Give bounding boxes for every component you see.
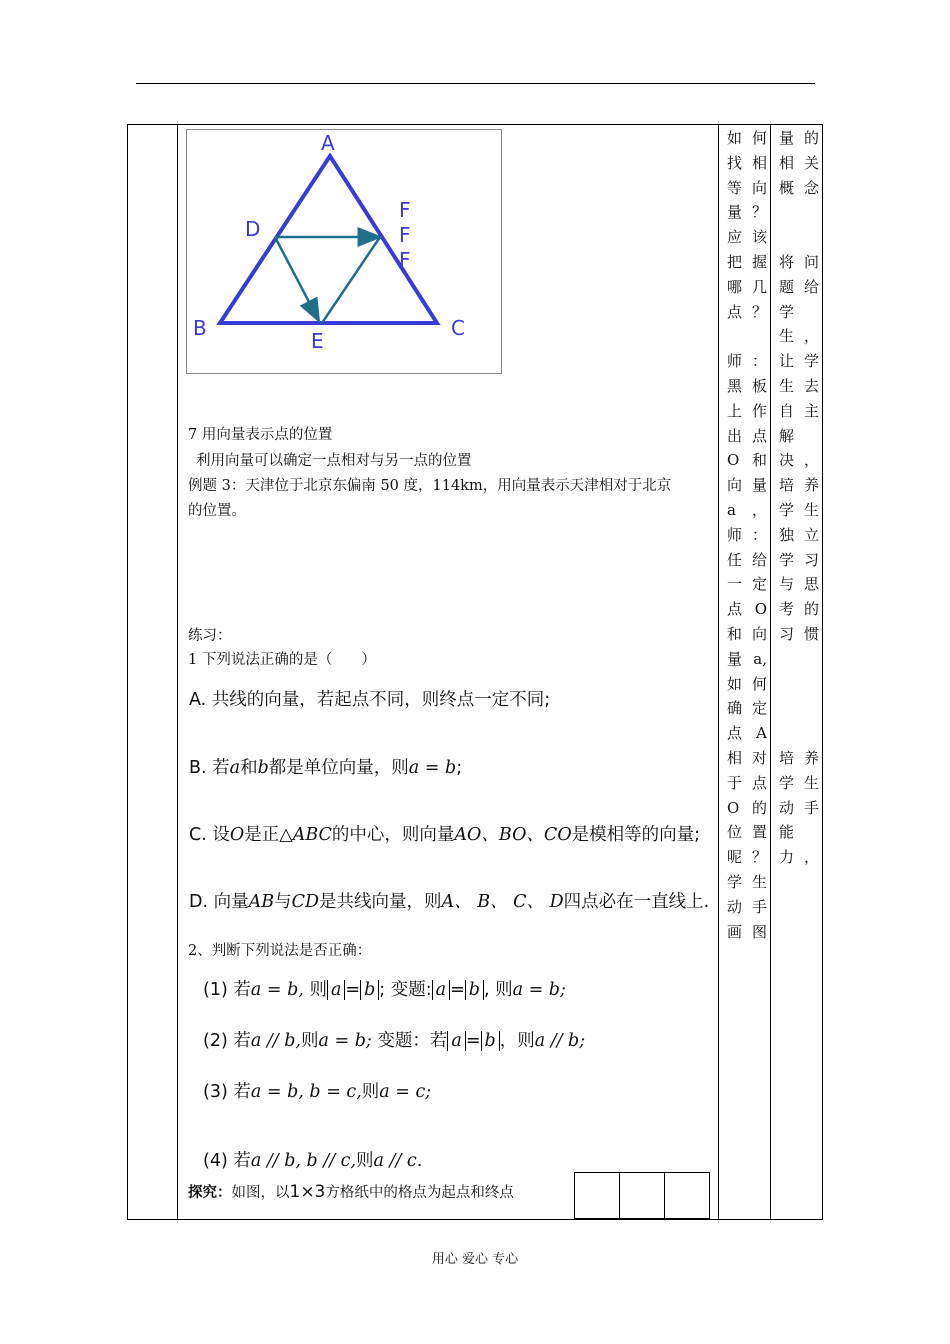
col4-line: 独立 <box>779 525 819 544</box>
col4-line <box>779 696 819 721</box>
col3-line: 找相 <box>727 153 767 172</box>
col3-line: 向量 <box>727 476 767 495</box>
col3-line: 哪几 <box>727 277 767 296</box>
judge-1: (1) 若a = b, 则 a = b ; 变题: a = b , 则a = b; <box>203 980 566 1000</box>
col3-line: 确定 <box>727 699 767 718</box>
col3-line: 量？ <box>727 203 767 222</box>
col3-line: 点 O <box>727 600 767 619</box>
col3-line: 呢？ <box>727 848 767 867</box>
col4-line: 学生 <box>779 500 819 519</box>
col3-line: 师： <box>727 352 767 371</box>
col4-line: 学习 <box>779 550 819 569</box>
col4-line: 培养 <box>779 476 819 495</box>
page-footer: 用心 爱心 专心 <box>431 1252 519 1267</box>
col4-line: 决， <box>779 451 819 470</box>
col4-line: 概念 <box>779 178 819 197</box>
col3-line: 等向 <box>727 178 767 197</box>
col3-line: 如何 <box>727 129 767 147</box>
explore-line: 探究：如图，以1×3方格纸中的格点为起点和终点 <box>188 1182 514 1202</box>
col4-line: 相关 <box>779 153 819 172</box>
col4-line: 量的 <box>779 129 819 147</box>
grid-1x3 <box>574 1172 710 1219</box>
label-f-3: F <box>399 248 411 272</box>
column-divider-3 <box>770 124 771 1220</box>
example-3-line-1: 例题 3：天津位于北京东偏南 50 度，114km，用向量表示天津相对于北京 <box>188 478 672 494</box>
col3-line: 上作 <box>727 401 767 420</box>
col4-line: 解 <box>779 426 795 445</box>
col3-line: 学生 <box>727 872 767 891</box>
label-b: B <box>193 316 207 340</box>
col4-line: 与思 <box>779 575 819 594</box>
label-d: D <box>245 217 261 241</box>
col3-line: 量 a, <box>727 649 767 668</box>
col3-line: 把握 <box>727 252 767 271</box>
judge-4: (4) 若a // b, b // c,则a // c. <box>203 1151 423 1171</box>
col3-line <box>727 324 767 349</box>
explore-grid-size: 1×3 <box>289 1182 326 1202</box>
col3-line: 点 A <box>727 724 767 743</box>
triangle-figure <box>186 129 502 374</box>
col3-line: 动手 <box>727 897 767 916</box>
col3-line: 相对 <box>727 748 767 767</box>
judge-3: (3) 若a = b, b = c,则a = c; <box>203 1082 432 1102</box>
section-7-desc: 利用向量可以确定一点相对与另一点的位置 <box>196 453 472 469</box>
design-intent-column <box>779 126 819 870</box>
col4-line: 学生 <box>779 773 819 792</box>
column-divider-1 <box>177 124 178 1220</box>
col4-line: 考的 <box>779 600 819 619</box>
option-c: C. 设O是正△ABC的中心，则向量AO、BO、CO是模相等的向量; <box>189 825 701 845</box>
question-2: 2、判断下列说法是否正确： <box>188 943 372 959</box>
col3-line: 位置 <box>727 823 767 842</box>
option-b: B. 若a和b都是单位向量，则a = b; <box>189 758 463 778</box>
col3-line: 一定 <box>727 575 767 594</box>
col3-line: a， <box>727 500 767 519</box>
label-f-1: F <box>399 198 411 222</box>
col3-line: 出点 <box>727 426 767 445</box>
col4-line: 力， <box>779 848 819 867</box>
header-rule <box>136 83 815 84</box>
col3-line: 师： <box>727 525 767 544</box>
label-f-2: F <box>399 223 411 247</box>
section-7-title: 7 用向量表示点的位置 <box>188 427 333 443</box>
col4-line <box>779 647 819 672</box>
col3-line: 画图 <box>727 922 767 941</box>
col3-line: 应该 <box>727 228 767 247</box>
col3-line: 于点 <box>727 773 767 792</box>
col4-line: 习惯 <box>779 624 819 643</box>
judge-2: (2) 若a // b,则a = b; 变题：若 a = b ，则a // b; <box>203 1031 586 1051</box>
col3-line: O 和 <box>727 451 767 470</box>
label-a: A <box>321 131 335 155</box>
col4-line <box>779 672 819 697</box>
col4-line: 学 <box>779 302 795 321</box>
col3-line: 点？ <box>727 302 767 321</box>
col3-line: 任给 <box>727 550 767 569</box>
explore-label: 探究： <box>188 1184 232 1201</box>
label-e: E <box>311 329 324 353</box>
col3-line: 如何 <box>727 674 767 693</box>
col3-line: 和向 <box>727 624 767 643</box>
col4-line: 将问 <box>779 252 819 271</box>
segment-fe <box>322 237 380 323</box>
col4-line: 题给 <box>779 277 819 296</box>
option-d: D. 向量AB与CD是共线向量，则A、 B、 C、 D四点必在一直线上. <box>189 892 710 912</box>
col4-line: 动手 <box>779 798 819 817</box>
practice-label: 练习： <box>188 628 232 644</box>
col4-line <box>779 225 819 250</box>
col3-line: 黑板 <box>727 376 767 395</box>
col4-line: 让学 <box>779 352 819 371</box>
option-a: A. 共线的向量，若起点不同，则终点一定不同; <box>189 690 551 710</box>
col4-line <box>779 721 819 746</box>
question-1: 1 下列说法正确的是（ ） <box>188 652 376 668</box>
col4-line: 培养 <box>779 748 819 767</box>
col4-line: 生去 <box>779 376 819 395</box>
col3-line: O 的 <box>727 798 767 817</box>
label-c: C <box>451 316 465 340</box>
col4-line <box>779 200 819 225</box>
teacher-activity-column <box>727 126 767 944</box>
example-3-line-2: 的位置。 <box>188 503 246 519</box>
col4-line: 能 <box>779 823 795 842</box>
col4-line: 生， <box>779 327 819 346</box>
column-divider-2 <box>718 124 719 1220</box>
col4-line: 自主 <box>779 401 819 420</box>
triangle-diagram <box>187 130 503 375</box>
vector-de <box>275 237 319 321</box>
